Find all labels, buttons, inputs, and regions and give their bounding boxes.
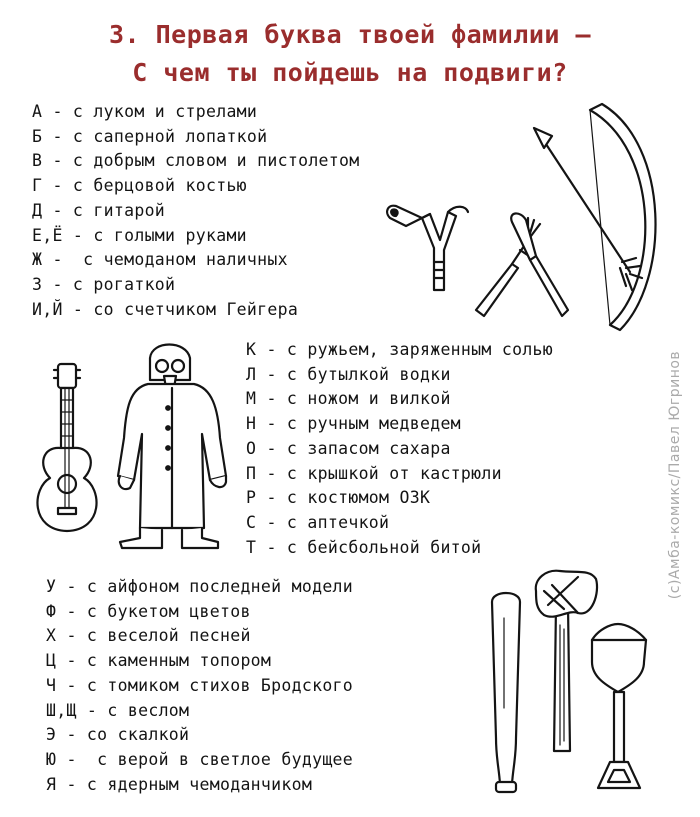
author-credit: (с)Амба-комикс/Павел Югринов: [667, 350, 683, 600]
baseball-bat-icon: [486, 588, 530, 800]
list-item: Д - с гитарой: [32, 200, 166, 220]
list-item: Р - с костюмом ОЗК: [246, 488, 431, 508]
list-item: Ш,Щ - с веслом: [46, 700, 190, 720]
guitar-icon: [28, 360, 106, 535]
list-item: Л - с бутылкой водки: [246, 364, 451, 384]
list-item: Э - со скалкой: [46, 725, 190, 745]
list-item: Т - с бейсбольной битой: [246, 537, 482, 557]
list-item: Ж - с чемоданом наличных: [32, 250, 288, 270]
list-item: Ц - с каменным топором: [46, 651, 272, 671]
list-item: З - с рогаткой: [32, 274, 176, 294]
list-item: Ф - с букетом цветов: [46, 601, 251, 621]
list-item: П - с крышкой от кастрюли: [246, 463, 502, 483]
letter-list-2: [246, 338, 553, 560]
bow-arrow-icon: [530, 90, 660, 335]
list-item: Ч - с томиком стихов Бродского: [46, 675, 354, 695]
page-title: 3. Первая буква твоей фамилии —: [108, 20, 592, 49]
list-item: Ю - с верой в светлое будущее: [46, 749, 354, 769]
list-item: В - с добрым словом и пистолетом: [32, 151, 360, 171]
list-item: И,Й - со счетчиком Гейгера: [32, 299, 299, 319]
list-item: Г - с берцовой костью: [32, 176, 247, 196]
list-item: Б - с саперной лопаткой: [32, 126, 268, 146]
list-item: А - с луком и стрелами: [32, 102, 258, 121]
shovel-icon: [588, 620, 650, 795]
list-item: Н - с ручным медведем: [246, 414, 461, 434]
list-item: О - с запасом сахара: [246, 438, 451, 458]
list-item: Я - с ядерным чемоданчиком: [46, 774, 313, 794]
letter-list-3: [46, 575, 353, 797]
page-subtitle: С чем ты пойдешь на подвиги?: [132, 58, 568, 87]
list-item: М - с ножом и вилкой: [246, 389, 451, 409]
list-item: С - с аптечкой: [246, 512, 390, 532]
slingshot-icon: [382, 190, 472, 300]
list-item: Е,Ё - с голыми руками: [32, 225, 247, 245]
list-item: Х - с веселой песней: [46, 626, 251, 646]
list-item: К - с ружьем, заряженным солью: [246, 340, 554, 359]
hazmat-suit-icon: [110, 338, 235, 558]
letter-list-1: [32, 100, 359, 322]
list-item: У - с айфоном последней модели: [46, 577, 354, 596]
